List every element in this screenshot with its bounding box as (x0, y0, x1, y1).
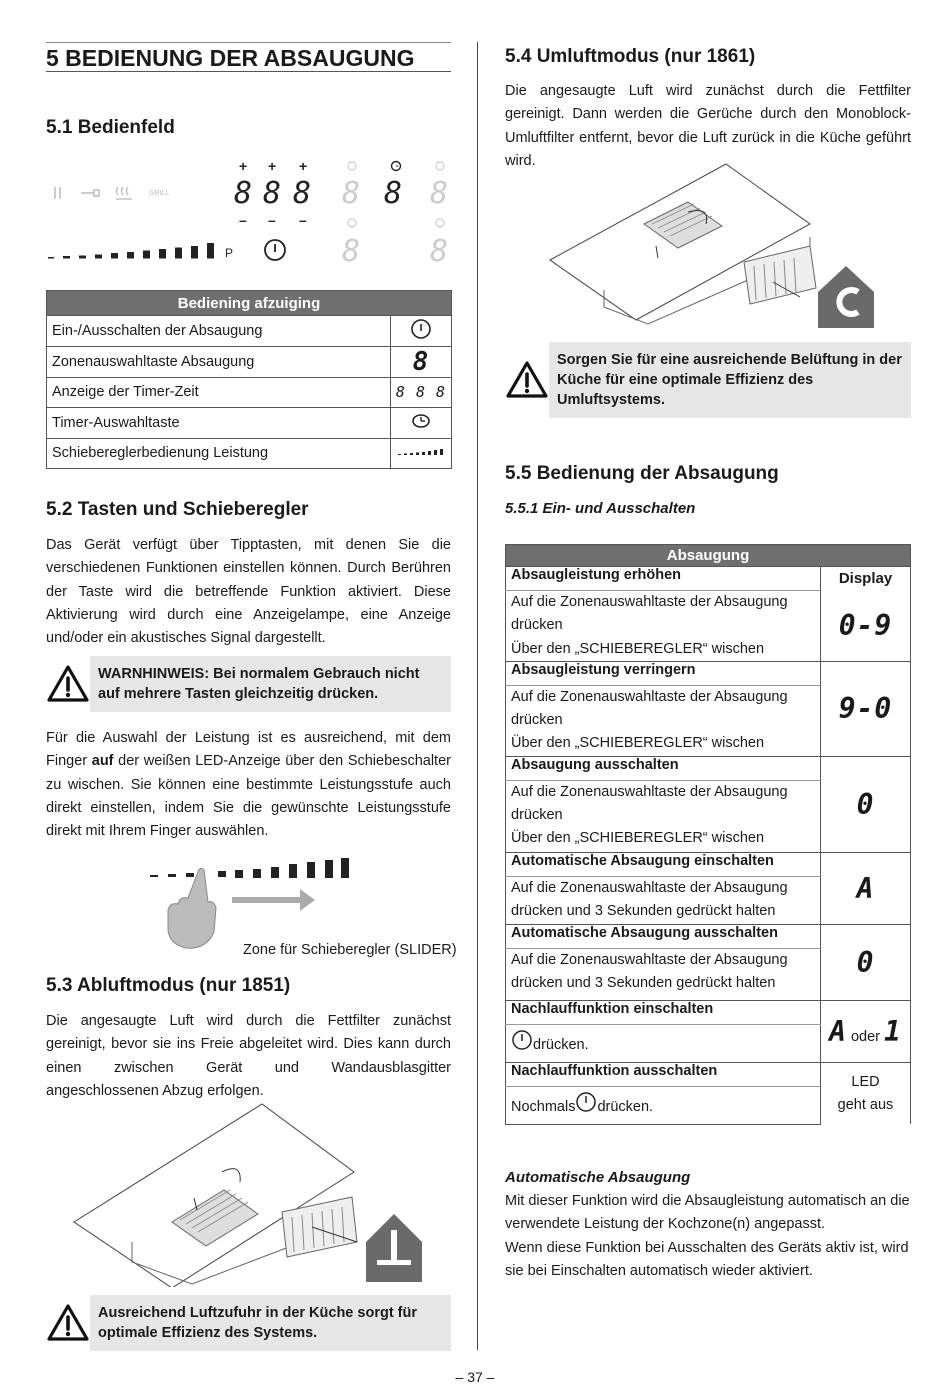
plus-icon: + (268, 158, 277, 174)
power-icon (410, 318, 432, 340)
warning-box (46, 656, 451, 712)
display-value: A (856, 871, 875, 905)
slider-icon (48, 243, 214, 259)
warning-text: Sorgen Sie für eine ausreichende Belüftung in der Küche für eine optimale Effizienz des Umluftsystems. (549, 342, 911, 418)
row-line: Über den „SCHIEBEREGLER“ wischen (511, 735, 765, 752)
warning-icon (505, 360, 549, 400)
row-line: drücken und 3 Sekunden gedrückt halten (511, 975, 776, 992)
segment-digit-inactive: 8 (430, 176, 449, 211)
row-line: drücken (511, 807, 563, 824)
warning-icon (46, 1303, 90, 1343)
warning-box (505, 342, 911, 418)
row-body (506, 876, 821, 924)
timer-icon (348, 219, 356, 227)
row-body (506, 948, 821, 1000)
slider-icon (396, 445, 446, 457)
warning-box (46, 1295, 451, 1351)
exhaust-mode-illustration (72, 1102, 432, 1287)
table-row (47, 408, 452, 439)
timer-icon (436, 219, 444, 227)
para-text: der weißen LED-Anzeige über den Schiebeschalter zu wischen. Sie können eine bestimmte Leistungsstufe auch direkt einstellen, indem Sie die gewünschte Leistungsstufe direkt mit Ihrem Finger auswählen. (46, 753, 451, 840)
table-cell-label: Anzeige der Timer-Zeit (47, 377, 391, 408)
row-line: Über den „SCHIEBEREGLER“ wischen (511, 830, 765, 847)
table-cell-label: Zonenauswahltaste Absaugung (47, 346, 391, 377)
display-value: 1 (884, 1014, 902, 1048)
minus-icon: – (268, 212, 276, 228)
segment-digit: 8 (293, 176, 312, 211)
row-title: Automatische Absaugung einschalten (506, 852, 821, 876)
minus-icon: – (239, 212, 247, 228)
warning-text: WARNHINWEIS: Bei normalem Gebrauch nicht auf mehrere Tasten gleichzeitig drücken. (90, 656, 451, 712)
geht-aus-label: geht aus (837, 1096, 894, 1113)
para-bold: auf (91, 753, 114, 770)
chapter-title: 5 BEDIENUNG DER ABSAUGUNG (46, 42, 451, 72)
auto-paragraph-2: Wenn diese Funktion bei Ausschalten des Geräts aktiv ist, wird sie bei Einschalten automatisch wieder aktiviert. (505, 1239, 909, 1279)
row-line: Auf die Zonenauswahltaste der Absaugung (511, 594, 788, 610)
section-5-5-1-heading: 5.5.1 Ein- und Ausschalten (505, 500, 696, 517)
row-body (506, 1024, 821, 1062)
warning-icon (46, 664, 90, 704)
row-title: Absaugleistung erhöhen (506, 567, 821, 591)
section-5-1-heading: 5.1 Bedienfeld (46, 117, 175, 138)
auto-heading: Automatische Absaugung (505, 1169, 691, 1186)
display-value: 0 (856, 787, 875, 821)
grill-label: GRILL (149, 190, 170, 197)
absaugung-table-header: Absaugung (506, 545, 911, 567)
section-5-2-paragraph-2 (46, 727, 451, 843)
table-cell-label: Ein-/Ausschalten der Absaugung (47, 316, 391, 347)
section-5-4-paragraph: Die angesaugte Luft wird zunächst durch die Fettfilter gereinigt. Dann werden die Gerüche durch den Monoblock-Umluftfilter entfernt, bevor die Luft zurück in die Küche geführt wird. (505, 83, 911, 169)
row-title: Absaugung ausschalten (506, 756, 821, 780)
p-label: P (225, 246, 234, 260)
display-column-header: Display (821, 567, 911, 591)
filter-icon (55, 187, 60, 199)
segment-digit: 8 (263, 176, 282, 211)
row-title: Automatische Absaugung ausschalten (506, 924, 821, 948)
control-table (46, 290, 452, 469)
control-panel-illustration (46, 155, 456, 270)
slider-caption: Zone für Schieberegler (SLIDER) (243, 942, 457, 958)
recirculation-mode-illustration (548, 162, 878, 332)
row-line: Auf die Zonenauswahltaste der Absaugung (511, 951, 788, 968)
display-value: 9-0 (838, 692, 893, 726)
power-icon (265, 240, 285, 260)
display-value: 0-9 (838, 609, 893, 643)
table-row (47, 316, 452, 347)
section-5-3-heading: 5.3 Abluftmodus (nur 1851) (46, 975, 291, 996)
row-line: Auf die Zonenauswahltaste der Absaugung (511, 688, 788, 705)
section-5-2-heading: 5.2 Tasten und Schieberegler (46, 499, 309, 520)
segment-digit-inactive: 8 (342, 176, 361, 211)
row-body (506, 591, 821, 662)
table-cell-label: Schiebereglerbedienung Leistung (47, 438, 391, 469)
plus-icon: + (299, 158, 308, 174)
timer-icon (410, 413, 432, 429)
digit-icon: 8 (412, 346, 430, 377)
power-icon (575, 1091, 597, 1113)
row-line: drücken. (597, 1099, 654, 1116)
row-title: Nachlauffunktion ausschalten (506, 1062, 821, 1086)
display-value: A (829, 1014, 847, 1048)
section-5-5-heading: 5.5 Bedienung der Absaugung (505, 463, 779, 484)
table-row (47, 438, 452, 469)
warning-text: Ausreichend Luftzufuhr in der Küche sorgt für optimale Effizienz des Systems. (90, 1295, 451, 1351)
heat-icon (116, 187, 132, 199)
timer-icon (436, 162, 444, 170)
led-label: LED (851, 1073, 880, 1090)
page-number: – 37 – (455, 1369, 495, 1385)
timer-display-icon: 8 8 8 (395, 383, 447, 402)
table-row (47, 346, 452, 377)
para-text: Für die Auswahl der Leistung ist es ausreichend, mit dem Finger (46, 730, 451, 770)
segment-digit-inactive: 8 (430, 234, 449, 269)
segment-digit: 8 (384, 176, 403, 211)
row-title: Nachlauffunktion einschalten (506, 1000, 821, 1024)
row-body (506, 780, 821, 852)
row-line: drücken. (533, 1037, 589, 1054)
display-value: 0 (856, 945, 875, 979)
row-line: Nochmals (511, 1099, 576, 1116)
oder-label: oder (850, 1028, 881, 1045)
auto-paragraph-1: Mit dieser Funktion wird die Absaugleistung automatisch an die verwendete Leistung der Kochzone(n) angepasst. (505, 1193, 910, 1233)
table-row (47, 377, 452, 408)
absaugung-table (505, 544, 911, 1125)
table-cell-label: Timer-Auswahltaste (47, 408, 391, 439)
row-line: Auf die Zonenauswahltaste der Absaugung (511, 783, 788, 800)
plus-icon: + (239, 158, 248, 174)
power-icon (511, 1029, 533, 1051)
row-line: Über den „SCHIEBEREGLER“ wischen (511, 640, 765, 657)
key-icon (81, 190, 99, 196)
row-body (506, 685, 821, 756)
timer-icon (348, 162, 356, 170)
auto-paragraph (505, 1190, 911, 1283)
minus-icon: – (299, 212, 307, 228)
row-body (506, 1086, 821, 1124)
control-table-header: Bediening afzuiging (47, 291, 452, 316)
row-line: drücken und 3 Sekunden gedrückt halten (511, 903, 776, 920)
section-5-3-paragraph: Die angesaugte Luft wird durch die Fettfilter zunächst gereinigt, bevor sie ins Freie abgeleitet wird. Dies kann durch einen zwischen Gerät und Wandausblasgitter angeschlossenen Abzug erfolgen. (46, 1013, 451, 1099)
section-5-4-heading: 5.4 Umluftmodus (nur 1861) (505, 46, 756, 67)
column-divider (477, 42, 478, 1350)
segment-digit-inactive: 8 (342, 234, 361, 269)
section-5-2-paragraph-1: Das Gerät verfügt über Tipptasten, mit denen Sie die verschiedenen Funktionen einstellen können. Durch Berühren der Taste wird die betreffende Funktion aktiviert. Diese Aktivierung wird durch eine Anzeigelampe, eine Anzeige und/oder ein akustisches Signal dargestellt. (46, 537, 451, 647)
segment-digit: 8 (234, 176, 253, 211)
row-line: Auf die Zonenauswahltaste der Absaugung (511, 879, 788, 896)
slider-hand-illustration (140, 852, 355, 952)
row-line: drücken (511, 712, 563, 729)
row-line: drücken (511, 617, 563, 634)
row-title: Absaugleistung verringern (506, 661, 821, 685)
